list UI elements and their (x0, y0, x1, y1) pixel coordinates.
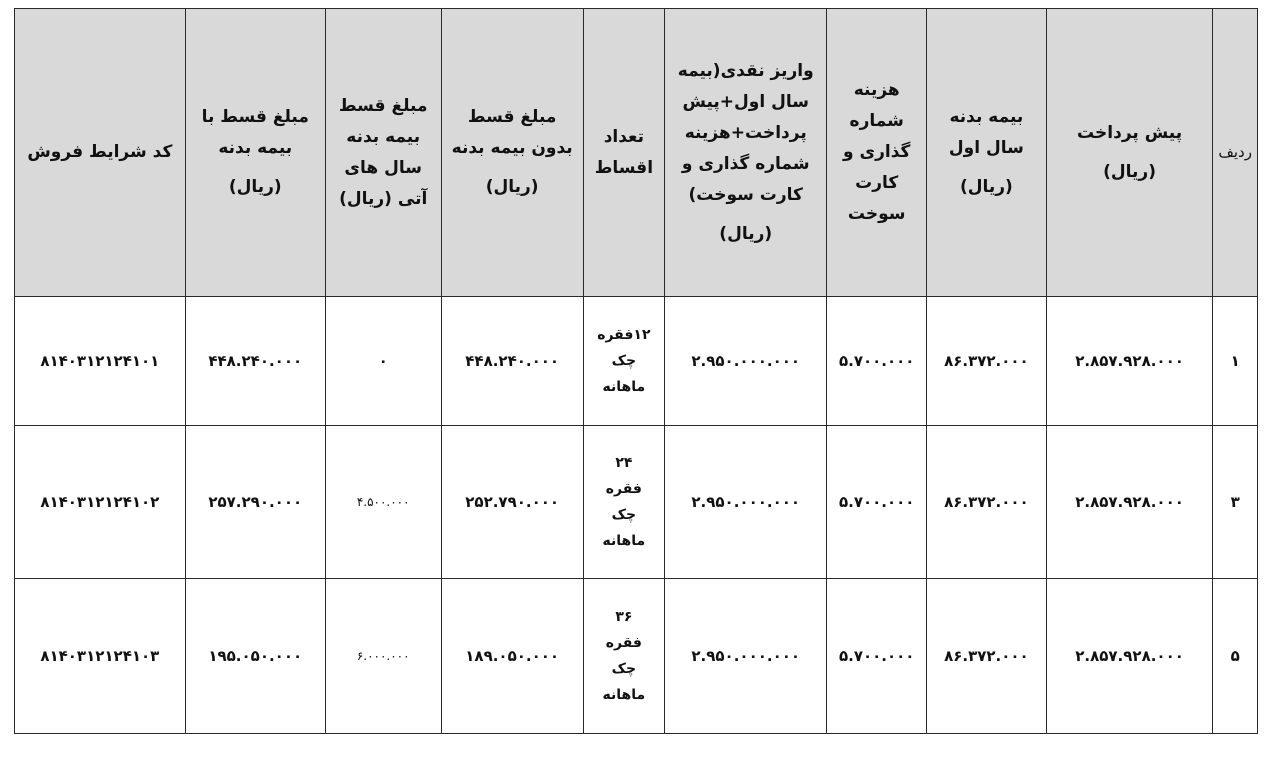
cell-cash-deposit: ۲.۹۵۰.۰۰۰.۰۰۰ (664, 426, 826, 579)
header-cash-deposit-label: واریز نقدی(بیمه سال اول+پیش پرداخت+هزینه شماره گذاری و کارت سوخت) (677, 60, 814, 205)
header-installment-without-insurance-unit: (ریال) (485, 177, 539, 197)
cell-installment-count (583, 426, 664, 579)
cell-prepayment: ۲.۸۵۷.۹۲۸.۰۰۰ (1046, 579, 1213, 734)
header-installment-with-insurance-unit: (ریال) (228, 177, 282, 197)
cell-installment-without-insurance: ۲۵۲.۷۹۰.۰۰۰ (441, 426, 583, 579)
table-row (15, 297, 1258, 426)
cell-plate-fuel-card-cost: ۵.۷۰۰.۰۰۰ (827, 579, 927, 734)
header-first-year-insurance-label: بیمه بدنه سال اول (948, 107, 1024, 158)
table-row (15, 579, 1258, 734)
cell-sales-condition-code: ۸۱۴۰۳۱۲۱۲۴۱۰۲ (15, 426, 186, 579)
header-sales-condition-code (15, 9, 186, 297)
table-header (15, 9, 1258, 297)
cell-installment-count (583, 579, 664, 734)
header-cash-deposit (664, 9, 826, 297)
header-prepayment (1046, 9, 1213, 297)
header-installment-count-label: تعداد اقساط (594, 126, 654, 178)
header-plate-fuel-card-cost (827, 9, 927, 297)
installment-count-line: ۱۲فقره (597, 327, 651, 343)
cell-future-years-insurance: ۴.۵۰۰.۰۰۰ (325, 426, 441, 579)
cell-first-year-insurance: ۸۶.۳۷۲.۰۰۰ (926, 426, 1046, 579)
header-prepayment-unit: (ریال) (1103, 161, 1156, 182)
cell-installment-with-insurance: ۴۴۸.۲۴۰.۰۰۰ (185, 297, 325, 426)
header-installment-without-insurance-label: مبلغ قسط بدون بیمه بدنه (451, 107, 573, 158)
installment-type-line: چک (611, 353, 637, 369)
table-row (15, 426, 1258, 579)
cell-sales-condition-code: ۸۱۴۰۳۱۲۱۲۴۱۰۱ (15, 297, 186, 426)
cell-first-year-insurance: ۸۶.۳۷۲.۰۰۰ (926, 579, 1046, 734)
cell-prepayment: ۲.۸۵۷.۹۲۸.۰۰۰ (1046, 297, 1213, 426)
installment-count-line: ۳۶ (615, 609, 633, 625)
cell-installment-without-insurance: ۴۴۸.۲۴۰.۰۰۰ (441, 297, 583, 426)
header-installment-with-insurance-label: مبلغ قسط با بیمه بدنه (201, 107, 309, 158)
header-first-year-insurance (926, 9, 1046, 297)
cell-cash-deposit: ۲.۹۵۰.۰۰۰.۰۰۰ (664, 579, 826, 734)
cell-installment-with-insurance: ۲۵۷.۲۹۰.۰۰۰ (185, 426, 325, 579)
installment-type-line: چک (611, 507, 637, 523)
cell-plate-fuel-card-cost: ۵.۷۰۰.۰۰۰ (827, 426, 927, 579)
table-body (15, 297, 1258, 734)
header-future-years-insurance-label: مبلغ قسط بیمه بدنه سال های آتی (ریال) (338, 95, 428, 209)
header-row-number-label: ردیف (1218, 143, 1252, 161)
installment-unit-line: فقره (605, 635, 642, 651)
cell-future-years-insurance: ۰ (325, 297, 441, 426)
cell-row-number: ۵ (1213, 579, 1258, 734)
header-installment-count (583, 9, 664, 297)
cell-installment-with-insurance: ۱۹۵.۰۵۰.۰۰۰ (185, 579, 325, 734)
installment-type-line: چک (611, 661, 637, 677)
cell-first-year-insurance: ۸۶.۳۷۲.۰۰۰ (926, 297, 1046, 426)
cell-prepayment: ۲.۸۵۷.۹۲۸.۰۰۰ (1046, 426, 1213, 579)
header-future-years-insurance (325, 9, 441, 297)
installment-period-line: ماهانه (602, 687, 646, 703)
header-installment-with-insurance (185, 9, 325, 297)
header-prepayment-label: پیش پرداخت (1077, 122, 1183, 143)
header-installment-without-insurance (441, 9, 583, 297)
cell-plate-fuel-card-cost: ۵.۷۰۰.۰۰۰ (827, 297, 927, 426)
installment-count-line: ۲۴ (615, 455, 633, 471)
cell-future-years-insurance: ۶.۰۰۰.۰۰۰ (325, 579, 441, 734)
cell-row-number: ۱ (1213, 297, 1258, 426)
header-cash-deposit-unit: (ریال) (719, 223, 773, 244)
header-first-year-insurance-unit: (ریال) (959, 177, 1013, 197)
header-plate-fuel-card-cost-label: هزینه شماره گذاری و کارت سوخت (843, 80, 911, 224)
cell-installment-without-insurance: ۱۸۹.۰۵۰.۰۰۰ (441, 579, 583, 734)
cell-installment-count (583, 297, 664, 426)
installment-period-line: ماهانه (602, 533, 646, 549)
header-row (15, 9, 1258, 297)
cell-sales-condition-code: ۸۱۴۰۳۱۲۱۲۴۱۰۳ (15, 579, 186, 734)
cell-row-number: ۳ (1213, 426, 1258, 579)
header-row-number (1213, 9, 1258, 297)
sales-conditions-table (14, 8, 1258, 734)
sales-conditions-table-wrapper (14, 8, 1258, 734)
cell-cash-deposit: ۲.۹۵۰.۰۰۰.۰۰۰ (664, 297, 826, 426)
header-sales-condition-code-label: کد شرایط فروش (27, 142, 173, 162)
installment-period-line: ماهانه (602, 379, 646, 395)
installment-unit-line: فقره (605, 481, 642, 497)
